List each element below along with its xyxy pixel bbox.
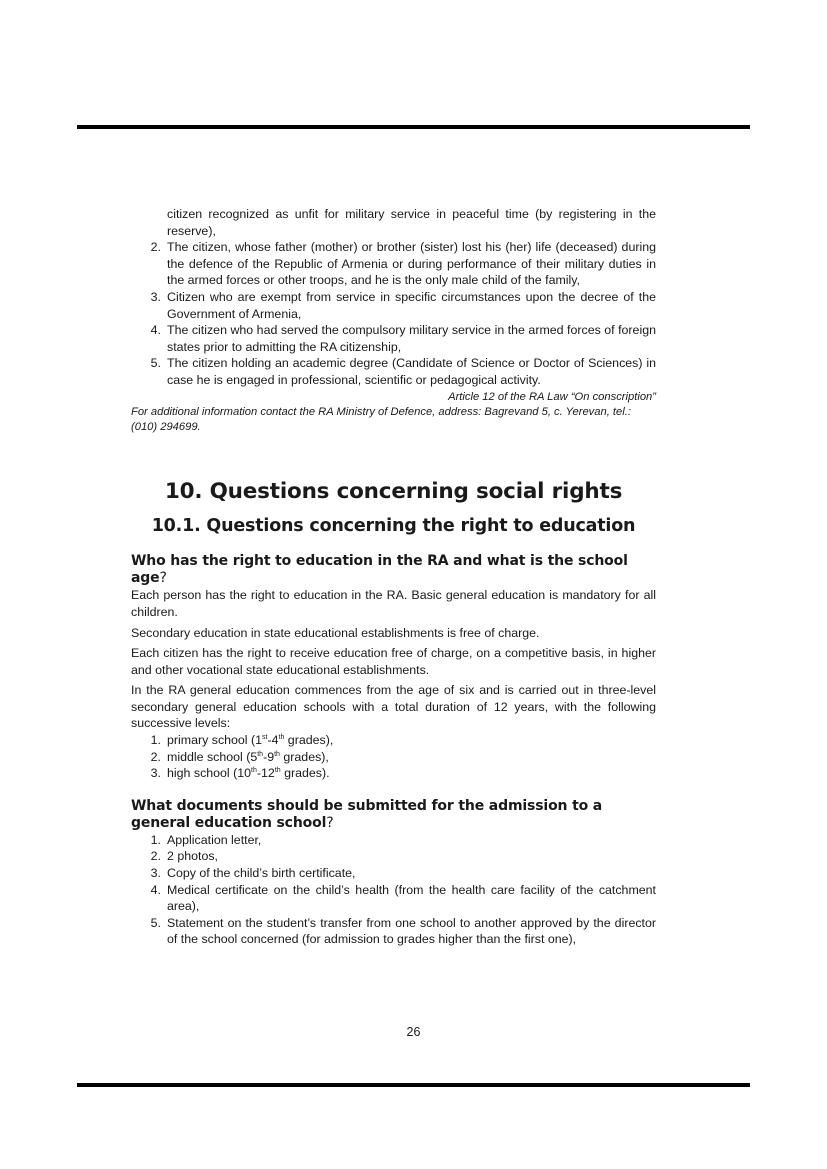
list-item: 2. 2 photos, xyxy=(150,849,218,864)
footer-rule xyxy=(77,1083,750,1087)
exemption-list xyxy=(131,239,656,388)
list-item: 4. The citizen who had served the compulsory military service in the armed forces of foreign states prior to admitting the RA citizenship, xyxy=(150,323,656,354)
list-item: 3. high school (10th-12th grades). xyxy=(150,766,330,781)
paragraph: Each citizen has the right to receive education free of charge, on a competitive basis, in higher and other vocational state educational establishments. xyxy=(131,646,656,677)
question-heading-admission-documents: What documents should be submitted for the admission to a general education school? xyxy=(131,797,603,831)
paragraph: Secondary education in state educational establishments is free of charge. xyxy=(131,625,540,640)
list-item: 3. Copy of the child’s birth certificate, xyxy=(150,866,356,881)
admission-documents-list xyxy=(131,832,656,948)
school-levels-list xyxy=(131,732,656,782)
continued-list-text: citizen recognized as unfit for military service in peaceful time (by registering in the reserve), xyxy=(167,207,656,238)
list-item: 3. Citizen who are exempt from service in specific circumstances upon the decree of the Government of Armenia, xyxy=(150,289,656,321)
section-title: 10. Questions concerning social rights xyxy=(164,479,623,505)
list-item: 5. The citizen holding an academic degree (Candidate of Science or Doctor of Sciences) in case he is engaged in professional, scientific or pedagogical activity. xyxy=(150,356,656,387)
contact-note: For additional information contact the RA Ministry of Defence, address: Bagrevand 5, c. Yerevan, tel.: (010) 294699. xyxy=(131,406,631,433)
question-heading-school-age: Who has the right to education in the RA and what is the school age? xyxy=(131,553,628,587)
list-item: 1. Application letter, xyxy=(150,832,262,847)
page-number: 26 xyxy=(406,1025,421,1039)
paragraph: In the RA general education commences from the age of six and is carried out in three-level secondary general education schools with a total duration of 12 years, with the following successive levels: xyxy=(131,683,656,731)
article-reference: Article 12 of the RA Law “On conscription” xyxy=(448,390,656,403)
list-item: 5. Statement on the student’s transfer from one school to another approved by the director of the school concerned (for admission to grades higher than the first one), xyxy=(150,915,656,947)
page-content xyxy=(131,206,656,948)
header-rule xyxy=(77,125,750,129)
list-item: 2. middle school (5th-9th grades), xyxy=(150,749,329,764)
paragraph: Each person has the right to education in the RA. Basic general education is mandatory for all children. xyxy=(131,588,656,619)
list-item: 1. primary school (1st-4th grades), xyxy=(150,733,334,748)
list-item: 4. Medical certificate on the child’s health (from the health care facility of the catchment area), xyxy=(150,882,656,914)
subsection-title: 10.1. Questions concerning the right to education xyxy=(151,516,636,537)
list-item: 2. The citizen, whose father (mother) or brother (sister) lost his (her) life (deceased) during the defence of the Republic of Armenia or during performance of their military duties in the armed forces or other troops, and he is the only male child of the family, xyxy=(150,240,656,288)
